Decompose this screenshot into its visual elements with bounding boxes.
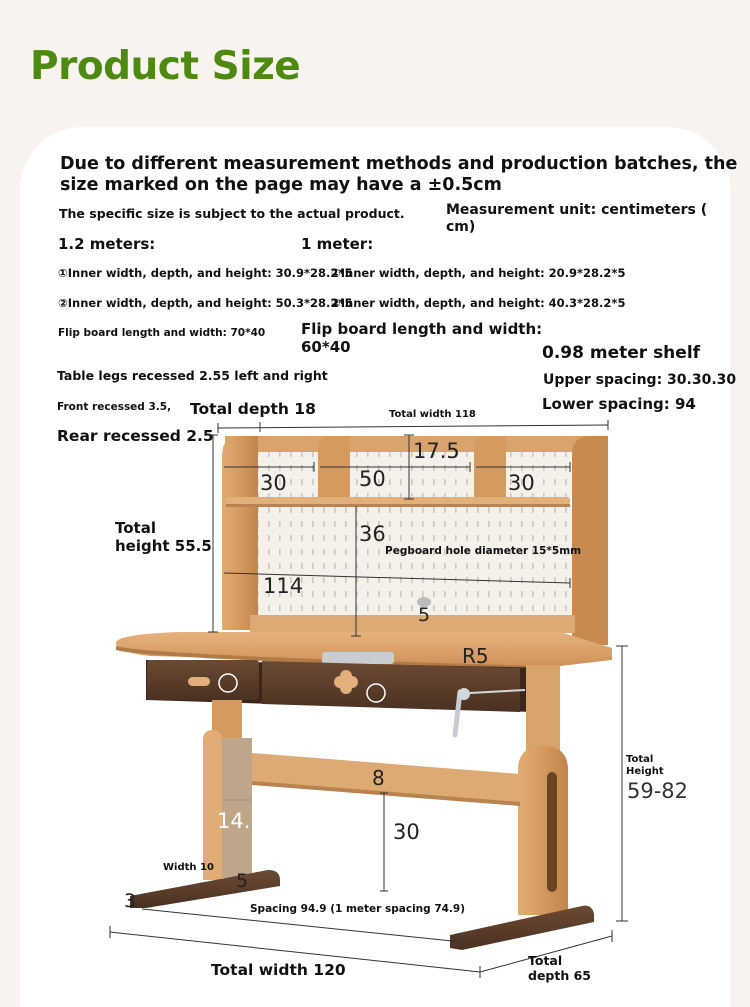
- disclaimer-line-1: Due to different measurement methods and production batches, the: [60, 154, 738, 174]
- hutch-inner-width: 114: [263, 574, 304, 598]
- desk-total-depth-line-1: Total: [528, 953, 563, 968]
- upper-compartment-height: 17.5: [413, 439, 460, 463]
- page-title: Product Size: [30, 44, 301, 89]
- unit-note-line-1: Measurement unit: centimeters (: [446, 202, 708, 218]
- variant-1m-flip-board-line-1: Flip board length and width:: [301, 320, 543, 338]
- desk-total-depth-line-2: depth 65: [528, 968, 591, 983]
- desk-height-label-line-1: Total: [626, 754, 654, 765]
- variant-1m-flip-board-line-2: 60*40: [301, 338, 351, 356]
- compartment-right-width: 30: [508, 471, 535, 495]
- foot-front-recess: 3: [124, 890, 137, 912]
- variant-1m-label: 1 meter:: [301, 235, 374, 253]
- legs-recess-note: Table legs recessed 2.55 left and right: [57, 368, 328, 383]
- front-recess-note: Front recessed 3.5,: [57, 401, 172, 413]
- unit-note-line-2: cm): [446, 219, 476, 235]
- shelf-upper-spacing: Upper spacing: 30.30.30: [543, 372, 737, 388]
- hutch-height-label-line-1: Total: [115, 519, 156, 537]
- variant-1-2m-label: 1.2 meters:: [58, 235, 156, 253]
- disclaimer-line-2: size marked on the page may have a ±0.5cm: [60, 175, 502, 195]
- hutch-total-width: Total width 118: [389, 409, 476, 420]
- hutch-bottom-gap: 5: [418, 604, 431, 626]
- subject-to-actual-note: The specific size is subject to the actual product.: [59, 206, 405, 221]
- compartment-left-width: 30: [260, 471, 287, 495]
- desk-total-width: Total width 120: [211, 961, 346, 979]
- leg-spacing-label: Spacing 94.9 (1 meter spacing 74.9): [250, 903, 466, 915]
- beam-clearance: 30: [393, 820, 420, 844]
- rear-recess-note: Rear recessed 2.5: [57, 427, 214, 445]
- variant-1m-drawer-1: ①Inner width, depth, and height: 20.9*28.2*5: [331, 266, 626, 280]
- beam-height: 8: [372, 766, 385, 790]
- variant-1-2m-drawer-1: ①Inner width, depth, and height: 30.9*28.2*5: [58, 266, 353, 280]
- variant-1m-drawer-2: ②Inner width, depth, and height: 40.3*28.2*5: [331, 296, 626, 310]
- desk-height-label-line-2: Height: [626, 766, 664, 777]
- hutch-total-depth: Total depth 18: [190, 400, 316, 418]
- foot-width-label: Width 10: [163, 862, 214, 873]
- variant-1-2m-drawer-2: ②Inner width, depth, and height: 50.3*28.2*5: [58, 296, 353, 310]
- variant-1-2m-flip-board: Flip board length and width: 70*40: [58, 327, 266, 339]
- pegboard-hole-note: Pegboard hole diameter 15*5mm: [385, 545, 582, 557]
- shelf-title: 0.98 meter shelf: [542, 343, 701, 363]
- foot-height: 5: [236, 870, 249, 892]
- compartment-mid-width: 50: [359, 467, 386, 491]
- desk-height-range: 59-82: [627, 779, 689, 803]
- desk-corner-radius: R5: [462, 644, 489, 668]
- lower-compartment-height: 36: [359, 522, 386, 546]
- leg-plate-height: 14.1: [217, 809, 264, 833]
- hutch-height-label-line-2: height 55.5: [115, 537, 212, 555]
- shelf-lower-spacing: Lower spacing: 94: [542, 395, 696, 413]
